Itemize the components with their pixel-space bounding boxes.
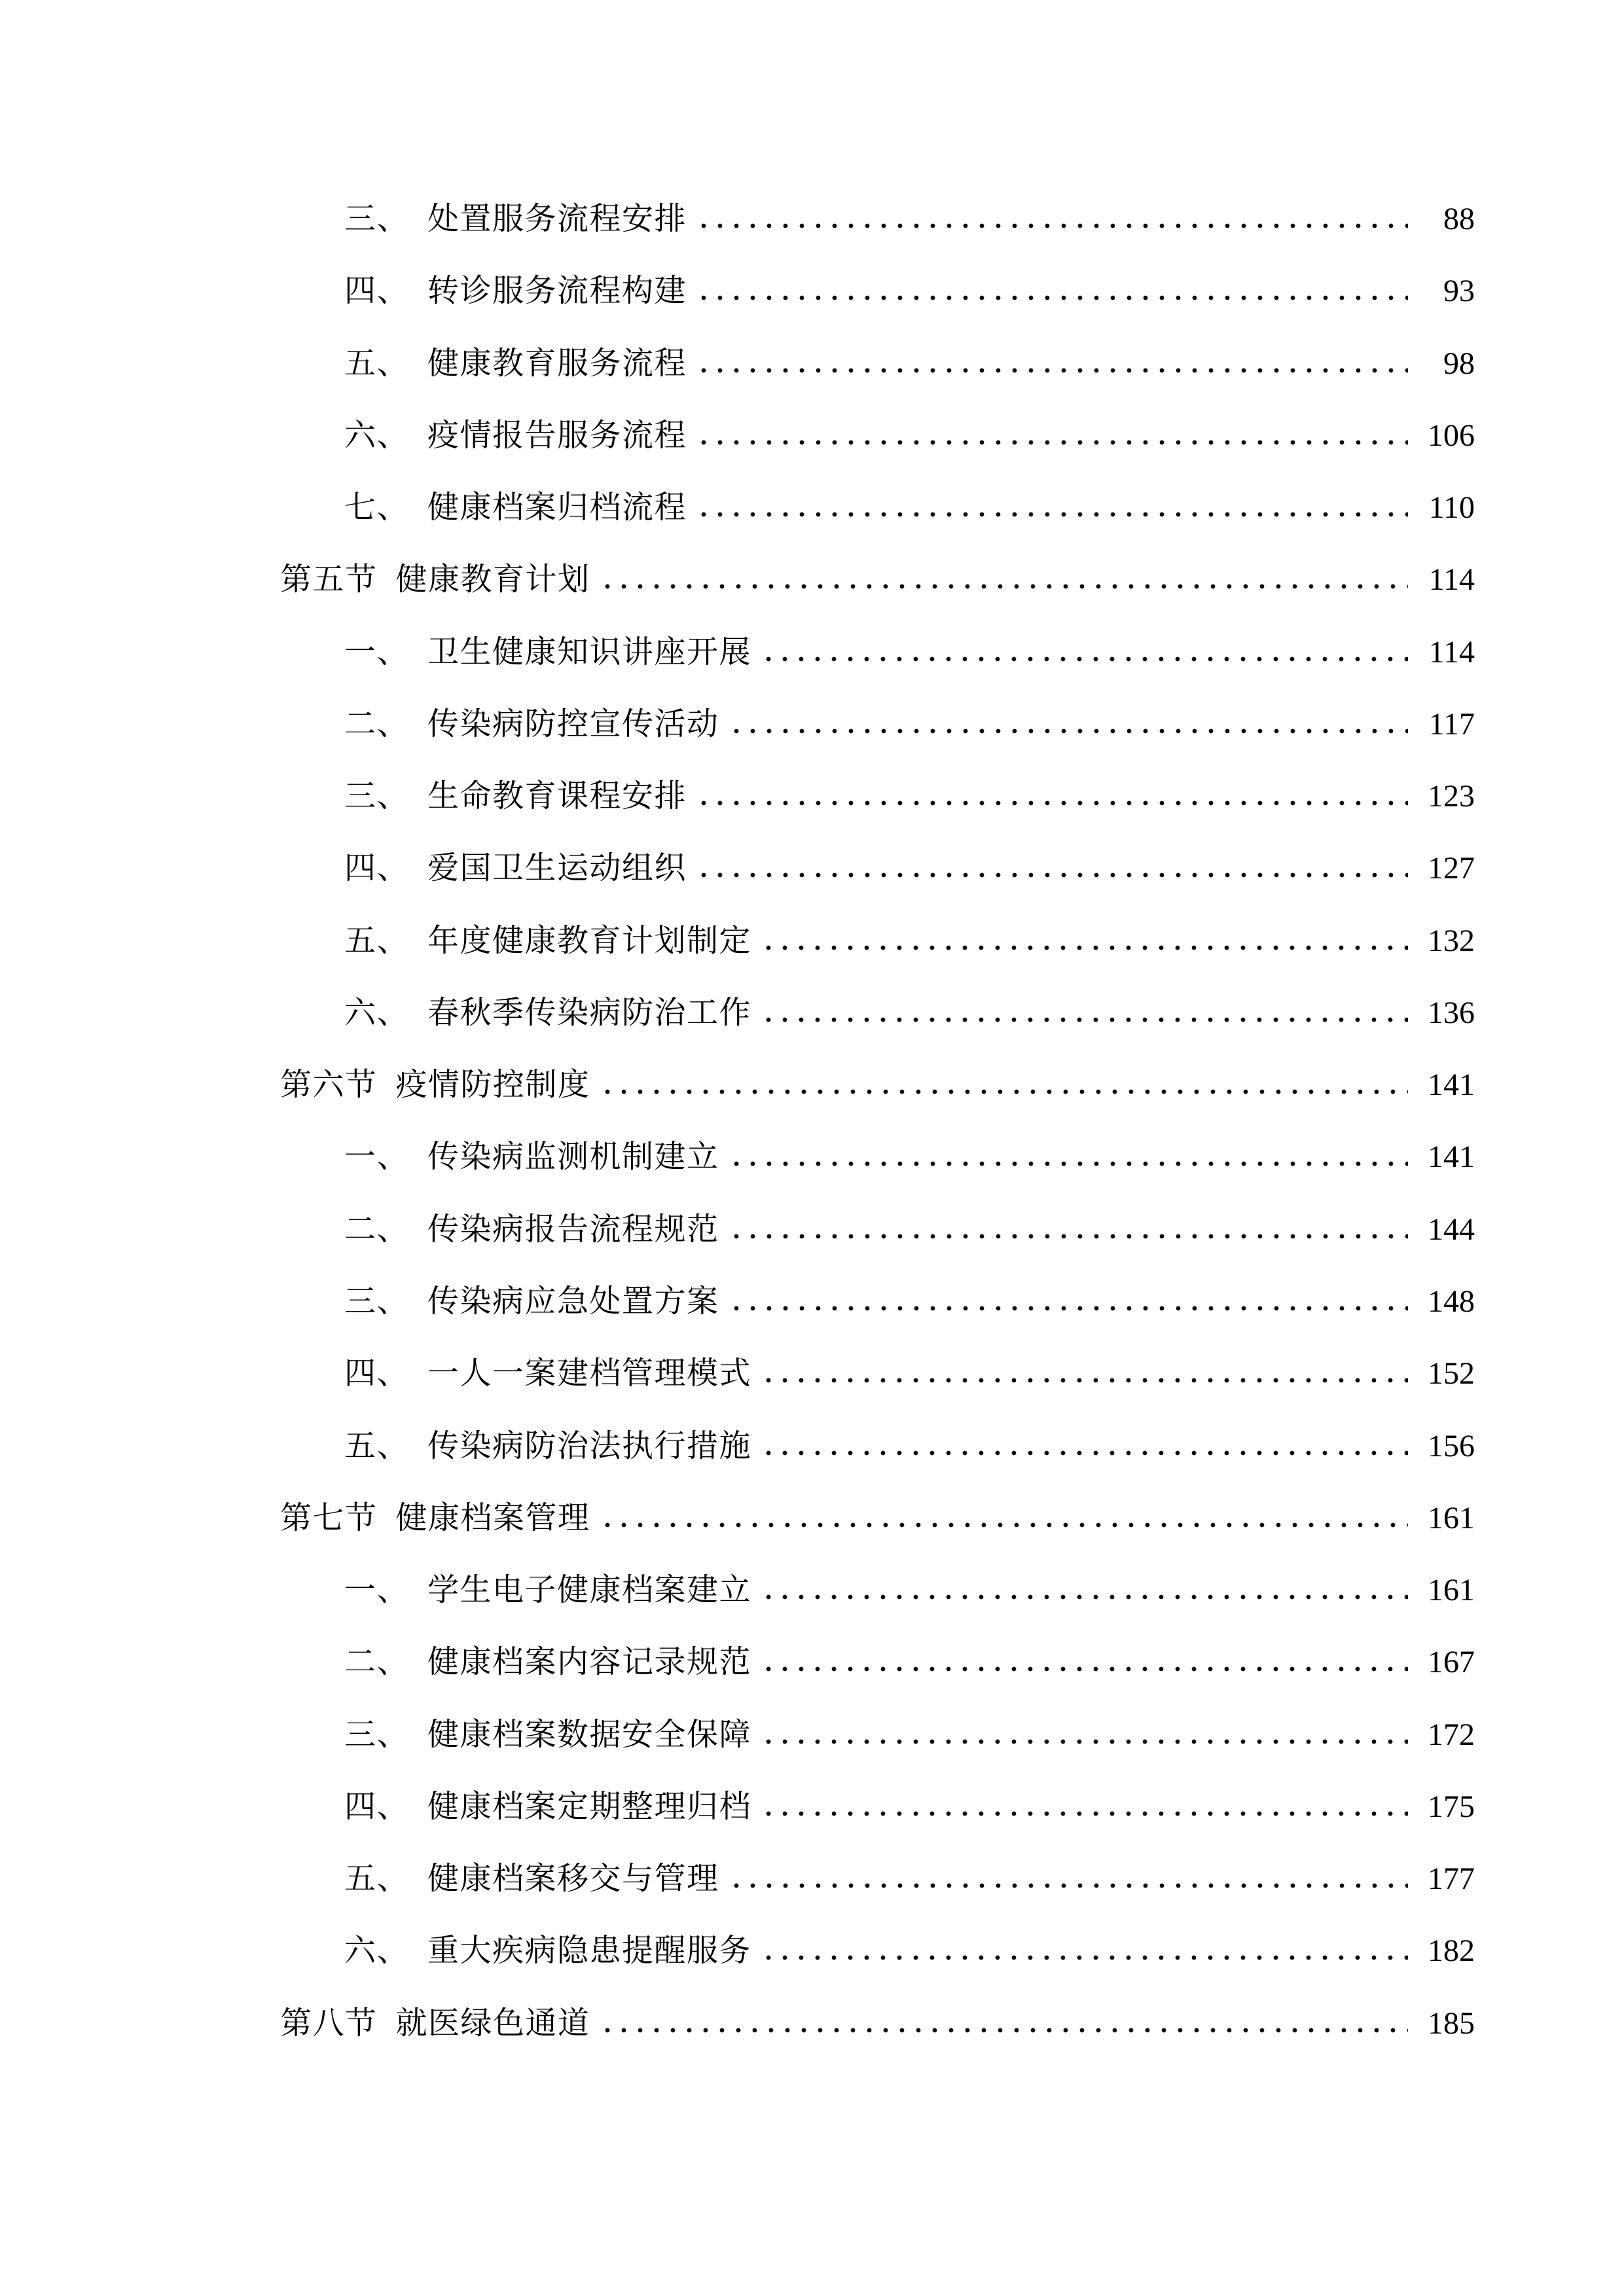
toc-entry[interactable] (280, 1843, 1475, 1915)
toc-dot-leader (766, 1664, 1408, 1672)
toc-entry-title: 学生电子健康档案建立 (427, 1573, 752, 1608)
toc-entry-title: 生命教育课程安排 (427, 779, 687, 814)
toc-page-number: 175 (1428, 1789, 1475, 1824)
toc-entry-title: 春秋季传染病防治工作 (427, 995, 752, 1030)
toc-entry[interactable] (280, 1049, 1475, 1121)
toc-entry-title: 传染病监测机制建立 (427, 1139, 719, 1175)
toc-page-number: 148 (1428, 1283, 1475, 1319)
toc-dot-leader (701, 221, 1408, 229)
toc-page-number: 114 (1428, 634, 1475, 670)
toc-entry-number: 三、 (344, 779, 410, 814)
toc-entry-number: 二、 (344, 1211, 410, 1247)
toc-entry-number: 第八节 (280, 2005, 378, 2041)
toc-entry[interactable] (280, 472, 1475, 544)
toc-page-number: 185 (1428, 2005, 1475, 2041)
toc-entry[interactable] (280, 1482, 1475, 1554)
toc-page-number: 136 (1428, 995, 1475, 1030)
toc-entry-number: 一、 (344, 1139, 410, 1175)
toc-entry[interactable] (280, 833, 1475, 905)
toc-dot-leader (766, 1808, 1408, 1817)
toc-entry-title: 传染病报告流程规范 (427, 1211, 719, 1247)
toc-dot-leader (766, 654, 1408, 662)
toc-entry[interactable] (280, 761, 1475, 833)
toc-entry-title: 重大疾病隐患提醒服务 (427, 1933, 752, 1969)
toc-page-number: 144 (1428, 1211, 1475, 1247)
toc-entry[interactable] (280, 689, 1475, 761)
toc-entry-number: 六、 (344, 995, 410, 1030)
toc-entry-title: 卫生健康知识讲座开展 (427, 634, 752, 670)
toc-entry-title: 转诊服务流程构建 (427, 274, 687, 309)
toc-entry[interactable] (280, 544, 1475, 616)
toc-entry[interactable] (280, 1988, 1475, 2060)
toc-entry-title: 疫情防控制度 (395, 1067, 590, 1103)
toc-entry[interactable] (280, 328, 1475, 400)
toc-page-number: 152 (1428, 1356, 1475, 1391)
table-of-contents (280, 183, 1475, 2060)
toc-dot-leader (701, 365, 1408, 374)
toc-entry-title: 健康档案移交与管理 (427, 1861, 719, 1897)
toc-entry-title: 健康教育计划 (395, 562, 590, 598)
toc-page-number: 123 (1428, 779, 1475, 814)
toc-dot-leader (605, 2025, 1408, 2034)
toc-page-number: 106 (1428, 418, 1475, 453)
toc-entry-number: 二、 (344, 1645, 410, 1680)
toc-entry-title: 爱国卫生运动组织 (427, 851, 687, 886)
toc-dot-leader (605, 1086, 1408, 1095)
toc-entry-title: 传染病防控宣传活动 (427, 706, 719, 742)
toc-entry-title: 处置服务流程安排 (427, 202, 687, 236)
toc-entry[interactable] (280, 400, 1475, 472)
toc-entry[interactable] (280, 1554, 1475, 1626)
toc-page-number: 141 (1428, 1139, 1475, 1175)
toc-page-number: 141 (1428, 1067, 1475, 1103)
toc-entry-title: 健康教育服务流程 (427, 346, 687, 381)
toc-dot-leader (766, 1014, 1408, 1023)
toc-entry[interactable] (280, 977, 1475, 1049)
toc-page-number: 161 (1428, 1500, 1475, 1535)
toc-entry[interactable] (280, 1194, 1475, 1266)
toc-entry-number: 第五节 (280, 562, 378, 598)
toc-page-number: 93 (1443, 274, 1475, 309)
toc-dot-leader (701, 798, 1408, 806)
toc-page-number: 132 (1428, 923, 1475, 958)
toc-entry[interactable] (280, 1121, 1475, 1193)
toc-entry[interactable] (280, 1338, 1475, 1410)
toc-entry-number: 七、 (344, 490, 410, 526)
toc-entry-number: 二、 (344, 706, 410, 742)
toc-entry[interactable] (280, 1266, 1475, 1338)
toc-page-number: 172 (1428, 1717, 1475, 1752)
toc-dot-leader (701, 870, 1408, 878)
toc-entry[interactable] (280, 1410, 1475, 1482)
toc-entry-title: 疫情报告服务流程 (427, 418, 687, 453)
toc-page-number: 88 (1443, 202, 1475, 236)
toc-entry[interactable] (280, 1626, 1475, 1698)
toc-dot-leader (766, 1736, 1408, 1745)
toc-page-number: 110 (1428, 490, 1475, 526)
toc-page-number: 114 (1428, 562, 1475, 598)
toc-dot-leader (766, 1375, 1408, 1384)
toc-entry-number: 四、 (344, 1356, 410, 1391)
toc-page-number: 161 (1428, 1573, 1475, 1608)
toc-entry-number: 六、 (344, 1933, 410, 1969)
toc-entry-number: 第七节 (280, 1500, 378, 1535)
toc-page-number: 98 (1443, 346, 1475, 381)
toc-entry[interactable] (280, 255, 1475, 327)
toc-entry-number: 三、 (344, 1717, 410, 1752)
toc-entry-number: 一、 (344, 634, 410, 670)
toc-entry-number: 四、 (344, 851, 410, 886)
toc-entry-title: 传染病应急处置方案 (427, 1283, 719, 1319)
toc-dot-leader (734, 1303, 1408, 1312)
toc-dot-leader (701, 293, 1408, 301)
toc-entry-title: 健康档案管理 (395, 1500, 590, 1535)
toc-page-number: 182 (1428, 1933, 1475, 1969)
toc-entry-number: 三、 (344, 202, 410, 236)
toc-dot-leader (766, 1952, 1408, 1961)
toc-entry[interactable] (280, 617, 1475, 689)
toc-entry-number: 第六节 (280, 1067, 378, 1103)
toc-page-number: 156 (1428, 1428, 1475, 1463)
toc-dot-leader (734, 726, 1408, 734)
toc-dot-leader (701, 437, 1408, 446)
toc-page-number: 177 (1428, 1861, 1475, 1897)
toc-entry-number: 五、 (344, 346, 410, 381)
toc-entry-title: 就医绿色通道 (395, 2005, 590, 2041)
toc-entry[interactable] (280, 1699, 1475, 1771)
toc-entry-title: 年度健康教育计划制定 (427, 923, 752, 958)
toc-dot-leader (734, 1231, 1408, 1240)
toc-entry-number: 四、 (344, 1789, 410, 1824)
toc-entry-title: 传染病防治法执行措施 (427, 1428, 752, 1463)
toc-entry-number: 四、 (344, 274, 410, 309)
toc-entry-title: 健康档案定期整理归档 (427, 1789, 752, 1824)
toc-entry[interactable] (280, 1915, 1475, 1987)
toc-entry-number: 六、 (344, 418, 410, 453)
toc-entry-title: 健康档案内容记录规范 (427, 1645, 752, 1680)
toc-entry-title: 一人一案建档管理模式 (427, 1356, 752, 1391)
toc-entry[interactable] (280, 183, 1475, 255)
toc-entry-number: 五、 (344, 1861, 410, 1897)
toc-dot-leader (734, 1158, 1408, 1167)
toc-entry-title: 健康档案数据安全保障 (427, 1717, 752, 1752)
toc-entry-number: 三、 (344, 1283, 410, 1319)
toc-dot-leader (766, 1592, 1408, 1600)
toc-entry-number: 一、 (344, 1573, 410, 1608)
toc-entry[interactable] (280, 1771, 1475, 1843)
toc-page-number: 127 (1428, 851, 1475, 886)
toc-entry[interactable] (280, 905, 1475, 977)
toc-dot-leader (766, 942, 1408, 951)
toc-dot-leader (701, 509, 1408, 518)
toc-page-number: 167 (1428, 1645, 1475, 1680)
toc-entry-number: 五、 (344, 923, 410, 958)
toc-dot-leader (766, 1448, 1408, 1456)
toc-dot-leader (734, 1880, 1408, 1889)
toc-dot-leader (605, 581, 1408, 590)
toc-page-number: 117 (1428, 706, 1475, 742)
toc-entry-number: 五、 (344, 1428, 410, 1463)
toc-entry-title: 健康档案归档流程 (427, 490, 687, 526)
toc-dot-leader (605, 1520, 1408, 1528)
